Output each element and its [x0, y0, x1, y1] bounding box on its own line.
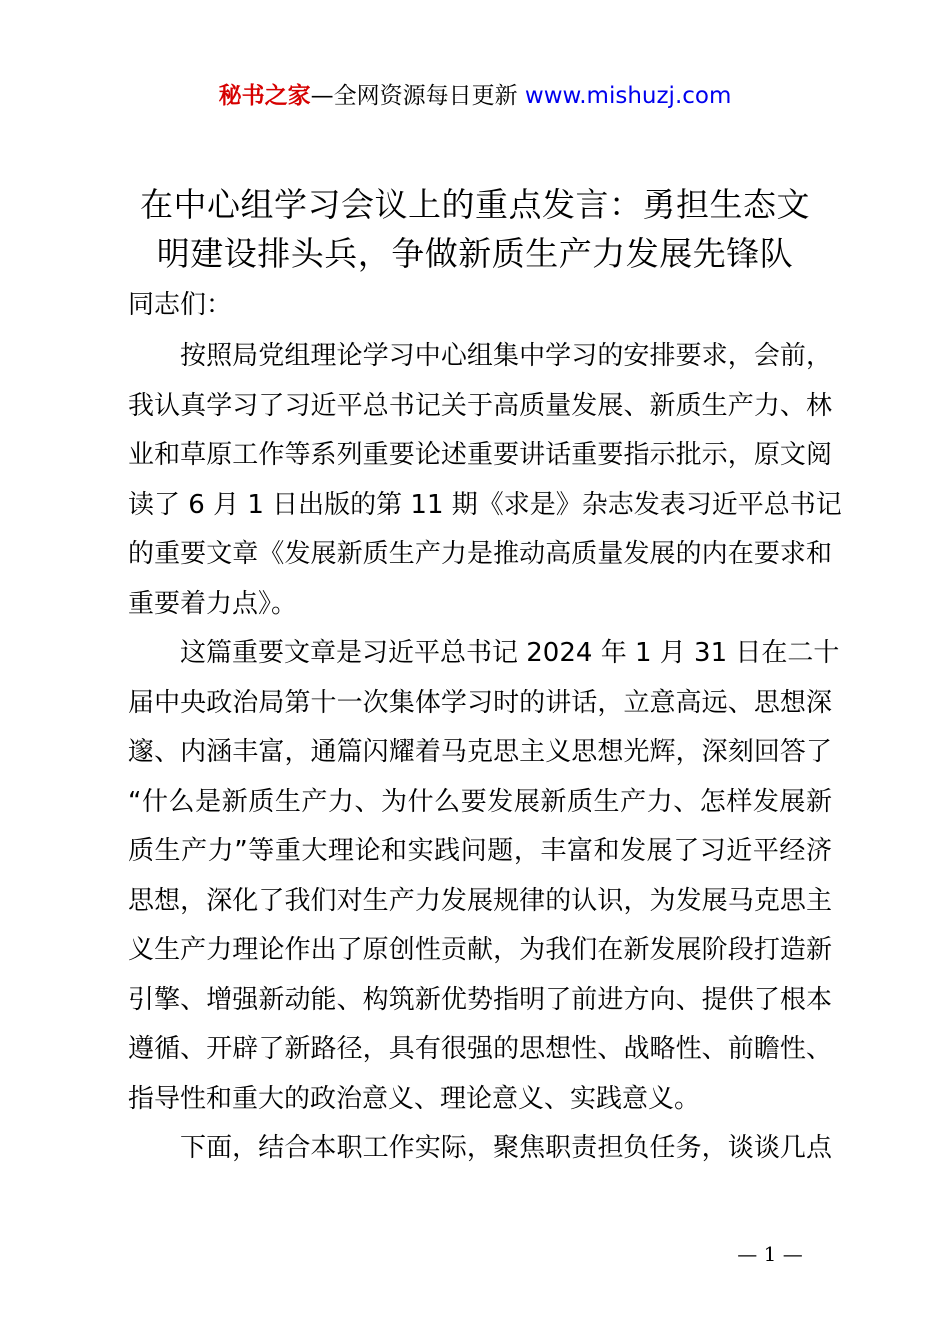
paragraph-line: 按照局党组理论学习中心组集中学习的安排要求，会前， [180, 341, 832, 371]
title-line-1: 在中心组学习会议上的重点发言：勇担生态文 [140, 185, 810, 224]
page-number: — 1 — [737, 1242, 803, 1266]
paragraph-line: 质生产力”等重大理论和实践问题，丰富和发展了习近平经济 [128, 836, 832, 866]
salutation: 同志们： [128, 290, 233, 320]
site-slogan: —全网资源每日更新 [310, 83, 518, 109]
paragraph-line: 的重要文章《发展新质生产力是推动高质量发展的内在要求和 [128, 539, 832, 569]
paragraph-line: 业和草原工作等系列重要论述重要讲话重要指示批示，原文阅 [128, 440, 832, 470]
site-url-link[interactable]: www.mishuzj.com [524, 83, 732, 109]
site-header [0, 80, 950, 112]
paragraph-line: 指导性和重大的政治意义、理论意义、实践意义。 [128, 1083, 701, 1114]
paragraph-line: 届中央政治局第十一次集体学习时的讲话，立意高远、思想深 [128, 687, 832, 718]
document-title [100, 180, 850, 278]
paragraph-line: “什么是新质生产力、为什么要发展新质生产力、怎样发展新 [128, 786, 832, 817]
paragraph-line: 下面，结合本职工作实际，聚焦职责担负任务，谈谈几点 [180, 1133, 832, 1163]
title-line-2: 明建设排头兵，争做新质生产力发展先锋队 [156, 234, 794, 273]
paragraph-line: 思想，深化了我们对生产力发展规律的认识，为发展马克思主 [128, 885, 832, 916]
paragraph-1 [128, 332, 842, 629]
paragraph-line: 重要着力点》。 [128, 588, 298, 619]
paragraph-3 [128, 1124, 832, 1174]
paragraph-line: 遵循、开辟了新路径，具有很强的思想性、战略性、前瞻性、 [128, 1034, 832, 1064]
paragraph-line: 我认真学习了习近平总书记关于高质量发展、新质生产力、林 [128, 390, 832, 421]
paragraph-line: 邃、内涵丰富，通篇闪耀着马克思主义思想光辉，深刻回答了 [128, 737, 832, 767]
paragraph-line: 这篇重要文章是习近平总书记 2024 年 1 月 31 日在二十 [180, 638, 840, 668]
paragraph-line: 引擎、增强新动能、构筑新优势指明了前进方向、提供了根本 [128, 984, 832, 1015]
paragraph-line: 义生产力理论作出了原创性贡献，为我们在新发展阶段打造新 [128, 935, 832, 965]
site-name: 秘书之家 [218, 83, 311, 109]
document-body [128, 290, 842, 1174]
paragraph-line: 读了 6 月 1 日出版的第 11 期《求是》杂志发表习近平总书记 [128, 489, 842, 520]
paragraph-2 [128, 629, 840, 1124]
